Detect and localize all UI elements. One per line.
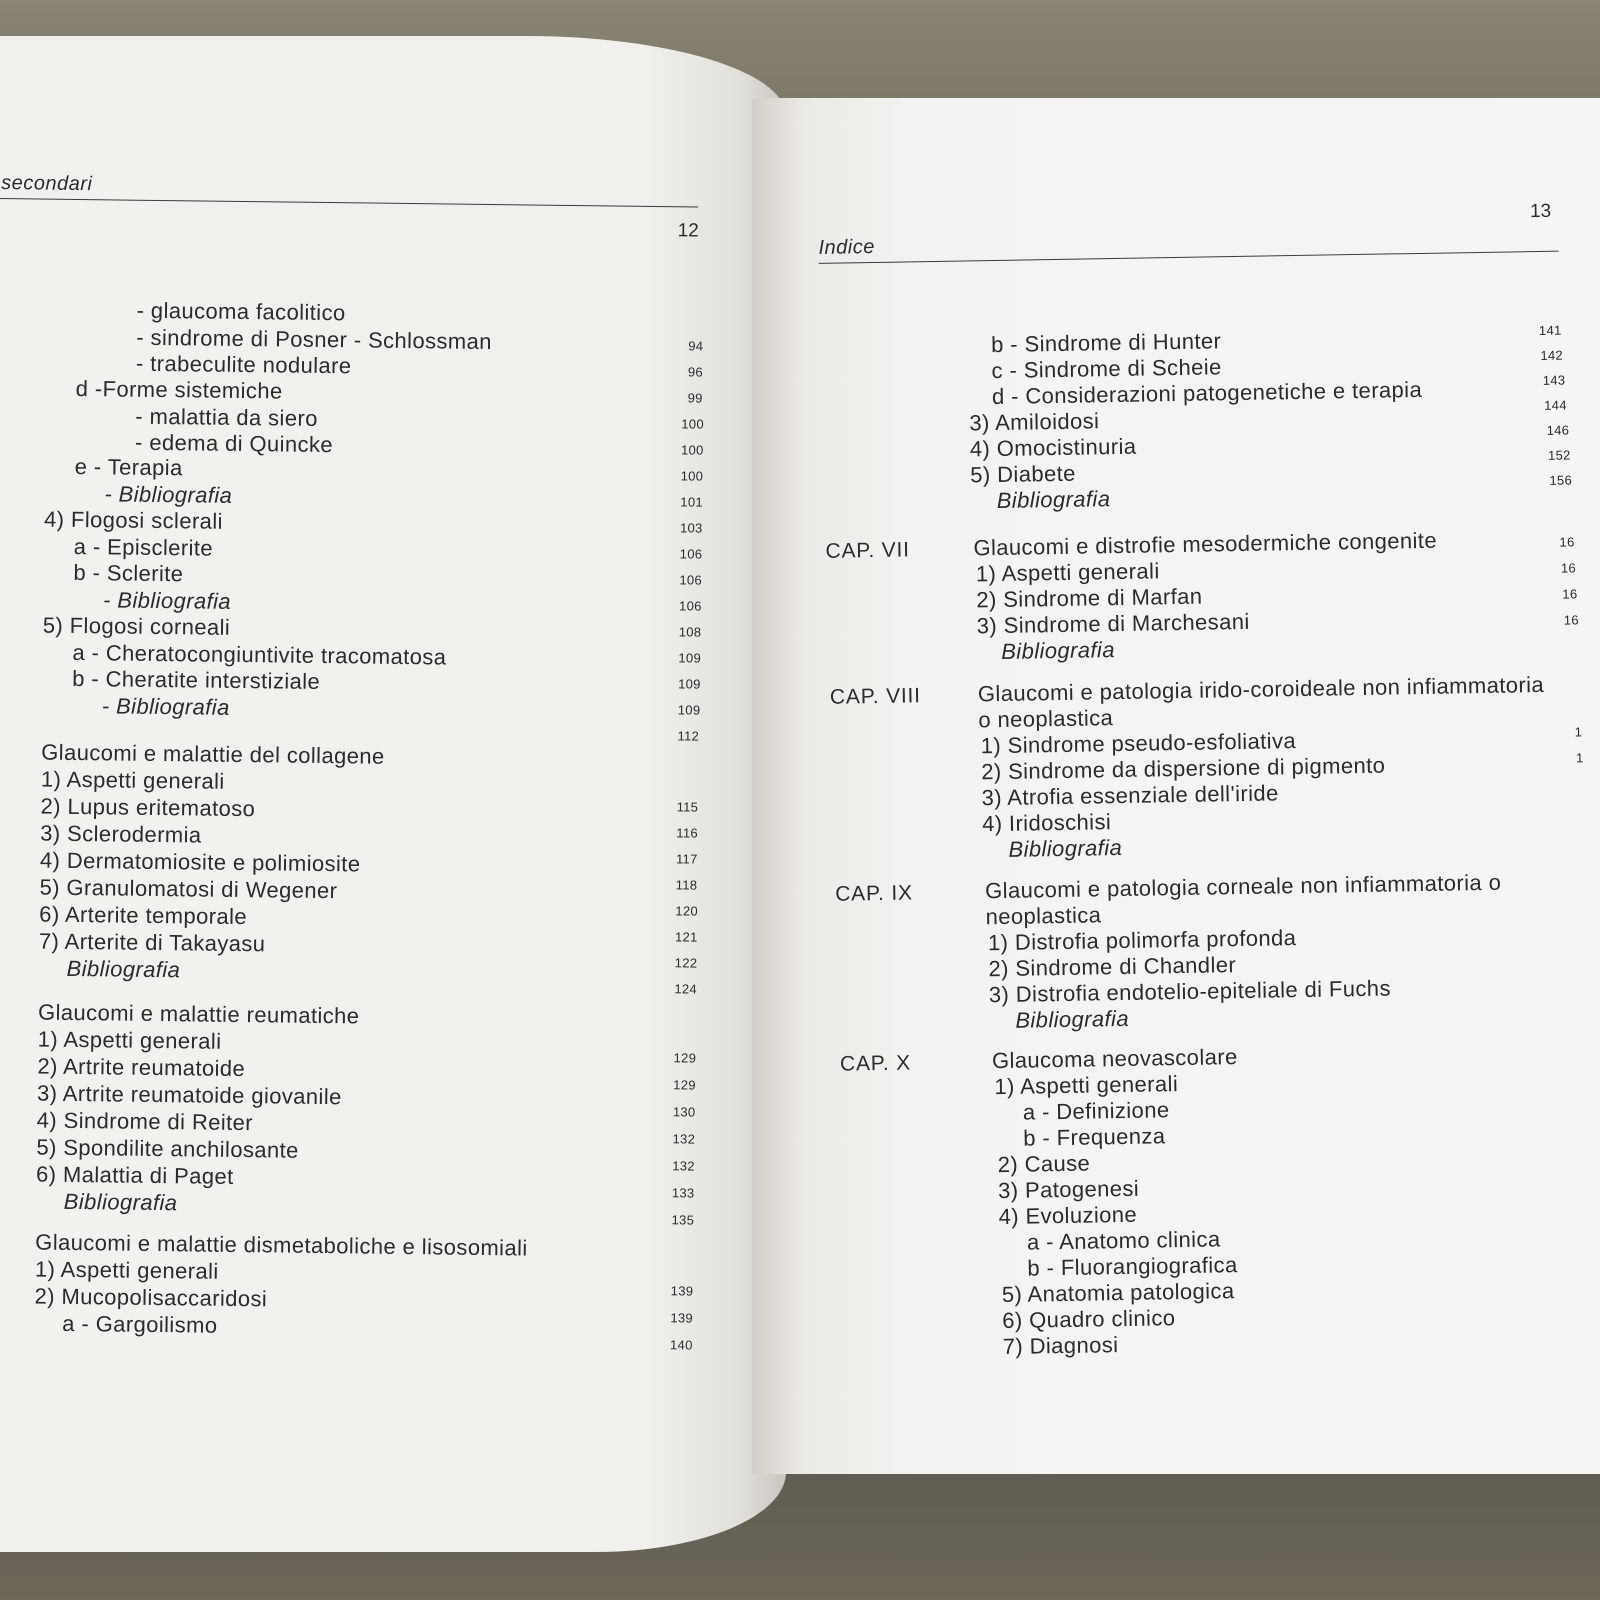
toc-entry: 7) Diagnosi [1002, 1332, 1119, 1360]
page-number: 122 [674, 955, 698, 971]
toc-entry: 2) Sindrome di Marfan [976, 583, 1203, 613]
toc-entry-bibliography: - Bibliografia [101, 693, 230, 720]
page-number: 140 [669, 1337, 693, 1353]
toc-entry: 3) Amiloidosi [969, 408, 1100, 436]
page-number: 99 [687, 390, 703, 406]
toc-entry: b - Frequenza [1023, 1123, 1166, 1151]
page-number: 16 [1563, 612, 1579, 628]
page-number: 139 [670, 1310, 694, 1326]
page-number: 1 [1574, 724, 1583, 740]
toc-entry: b - Sindrome di Hunter [990, 328, 1222, 358]
toc-section-title: Glaucomi e patologia irido-coroideale non infiammatoria [977, 671, 1545, 707]
toc-entry-bibliography: Bibliografia [996, 486, 1111, 513]
page-number: 117 [675, 851, 698, 867]
toc-entry: 6) Arterite temporale [39, 901, 248, 930]
toc-entry: 5) Spondilite anchilosante [36, 1134, 299, 1163]
toc-entry: a - Cheratocongiuntivite tracomatosa [72, 639, 447, 670]
page-number: 101 [680, 494, 704, 510]
toc-entry: - edema di Quincke [134, 429, 334, 458]
right-header-rule [819, 251, 1559, 264]
toc-entry: - malattia da siero [135, 403, 318, 431]
toc-entry: 3) Artrite reumatoide giovanile [36, 1080, 342, 1110]
toc-entry: a - Episclerite [73, 533, 214, 561]
toc-entry: 2) Sindrome di Chandler [988, 952, 1237, 982]
page-number: 144 [1544, 397, 1567, 413]
toc-entry: 7) Arterite di Takayasu [38, 928, 266, 957]
left-running-head: secondari [1, 172, 93, 196]
page-number: 100 [680, 442, 704, 458]
toc-section-title: Glaucomi e patologia corneale non infiammatoria o [984, 869, 1502, 904]
toc-entry: 1) Aspetti generali [40, 766, 225, 794]
toc-entry: 5) Diabete [970, 460, 1076, 488]
toc-entry: 6) Malattia di Paget [35, 1161, 234, 1189]
toc-entry: 4) Evoluzione [998, 1201, 1138, 1230]
toc-entry: 3) Sclerodermia [40, 820, 202, 848]
page-number: 96 [687, 364, 704, 380]
toc-entry: 1) Aspetti generali [34, 1256, 219, 1284]
toc-section-title: Glaucomi e malattie del collagene [41, 739, 385, 769]
page-number: 132 [672, 1158, 695, 1174]
page-number: 141 [1538, 322, 1562, 338]
page-number: 94 [688, 338, 704, 354]
toc-entry: 1) Aspetti generali [37, 1026, 222, 1054]
page-number: 16 [1560, 560, 1577, 576]
toc-section-title: Glaucomi e malattie reumatiche [37, 999, 360, 1029]
toc-entry-bibliography: Bibliografia [1001, 637, 1116, 664]
toc-entry: d -Forme sistemiche [75, 375, 283, 404]
page-number: 118 [675, 877, 698, 893]
toc-entry: a - Anatomo clinica [1026, 1226, 1221, 1255]
toc-entry: 2) Mucopolisaccaridosi [34, 1283, 268, 1312]
toc-entry: 4) Dermatomiosite e polimiosite [39, 847, 361, 877]
chapter-label: CAP. IX [835, 881, 913, 906]
toc-section-title-cont: neoplastica [985, 902, 1102, 930]
toc-entry: a - Definizione [1022, 1097, 1170, 1125]
page-number: 109 [677, 702, 701, 718]
page-number: 116 [676, 825, 699, 841]
page-number: 106 [679, 546, 703, 562]
toc-section-title: Glaucoma neovascolare [991, 1044, 1238, 1074]
toc-entry-bibliography: Bibliografia [1015, 1005, 1130, 1033]
toc-entry: 1) Aspetti generali [975, 558, 1160, 587]
toc-entry: b - Cheratite interstiziale [72, 665, 321, 694]
chapter-label: CAP. VIII [829, 684, 921, 709]
page-number: 1 [1575, 750, 1584, 766]
toc-entry-bibliography: Bibliografia [66, 955, 181, 983]
toc-entry: 5) Flogosi corneali [42, 612, 231, 640]
toc-section-title: Glaucomi e distrofie mesodermiche congenite [973, 527, 1438, 561]
right-running-head: Indice [818, 235, 876, 259]
page-number: 132 [672, 1131, 696, 1147]
page-number: 139 [670, 1283, 694, 1299]
toc-entry: d - Considerazioni patogenetiche e terapia [991, 376, 1423, 410]
page-number: 152 [1547, 447, 1571, 463]
page-number: 120 [675, 903, 699, 919]
page-number: 108 [678, 624, 702, 640]
page-number: 156 [1549, 472, 1573, 488]
toc-section-title-cont: o neoplastica [978, 705, 1114, 733]
toc-entry: 3) Atrofia essenziale dell'iride [981, 780, 1279, 811]
page-number: 112 [677, 728, 700, 744]
page-number: 109 [678, 676, 701, 692]
page-number: 143 [1542, 372, 1566, 388]
toc-entry: 5) Granulomatosi di Wegener [39, 874, 338, 904]
toc-entry: 2) Lupus eritematoso [40, 793, 256, 822]
toc-entry: e - Terapia [74, 453, 183, 481]
page-number: 16 [1559, 534, 1575, 550]
toc-entry-bibliography: Bibliografia [63, 1188, 178, 1216]
toc-entry: 6) Quadro clinico [1002, 1305, 1176, 1334]
toc-entry: a - Gargoilismo [62, 1310, 218, 1338]
toc-entry: 3) Patogenesi [997, 1175, 1140, 1204]
page-number: 121 [674, 929, 698, 945]
toc-entry: 4) Iridoschisi [981, 809, 1112, 837]
page-number: 106 [678, 598, 702, 614]
toc-entry-bibliography: - Bibliografia [102, 587, 232, 614]
toc-entry: 5) Anatomia patologica [1001, 1278, 1235, 1308]
toc-entry: 3) Distrofia endotelio-epiteliale di Fuchs [988, 975, 1392, 1008]
page-number: 129 [673, 1050, 697, 1066]
chapter-label: CAP. X [839, 1051, 912, 1076]
page-number: 130 [672, 1104, 696, 1120]
toc-section-title: Glaucomi e malattie dismetaboliche e lisosomiali [35, 1229, 528, 1261]
toc-entry: 2) Cause [997, 1150, 1091, 1178]
toc-entry: 4) Omocistinuria [969, 433, 1137, 462]
toc-entry: 2) Artrite reumatoide [37, 1053, 246, 1082]
toc-entry: b - Sclerite [73, 559, 184, 587]
toc-entry: - trabeculite nodulare [135, 350, 352, 379]
left-folio: 12 [677, 220, 699, 242]
page-number: 103 [679, 520, 703, 536]
page-number: 115 [676, 799, 699, 815]
left-page [0, 36, 786, 1552]
right-folio: 13 [1529, 200, 1552, 223]
page-number: 135 [671, 1212, 695, 1228]
toc-entry: 4) Flogosi sclerali [43, 506, 224, 534]
toc-entry: b - Fluorangiografica [1027, 1252, 1238, 1281]
page-number: 142 [1540, 347, 1564, 363]
chapter-label: CAP. VII [825, 538, 910, 563]
page-number: 129 [673, 1077, 696, 1093]
toc-entry: 1) Sindrome pseudo-esfoliativa [980, 728, 1297, 759]
page-number: 124 [674, 981, 698, 997]
left-header-rule [0, 198, 698, 208]
page-number: 16 [1562, 586, 1578, 602]
toc-entry-bibliography: - Bibliografia [104, 481, 233, 508]
page-number: 133 [671, 1185, 695, 1201]
toc-entry: 3) Sindrome di Marchesani [976, 608, 1250, 639]
toc-entry: - glaucoma facolitico [136, 297, 346, 326]
toc-entry-bibliography: Bibliografia [1008, 834, 1123, 862]
right-page [752, 98, 1600, 1474]
toc-entry: 2) Sindrome da dispersione di pigmento [980, 752, 1386, 785]
page-number: 106 [679, 572, 703, 588]
page-number: 100 [680, 468, 704, 484]
toc-entry: 1) Distrofia polimorfa profonda [987, 925, 1297, 956]
page-number: 100 [681, 416, 704, 432]
toc-entry: 4) Sindrome di Reiter [36, 1107, 254, 1136]
toc-entry: 1) Aspetti generali [994, 1071, 1179, 1100]
page-number: 146 [1546, 422, 1570, 438]
toc-entry: c - Sindrome di Scheie [991, 354, 1222, 384]
page-number: 109 [678, 650, 702, 666]
toc-entry: - sindrome di Posner - Schlossman [136, 324, 493, 355]
